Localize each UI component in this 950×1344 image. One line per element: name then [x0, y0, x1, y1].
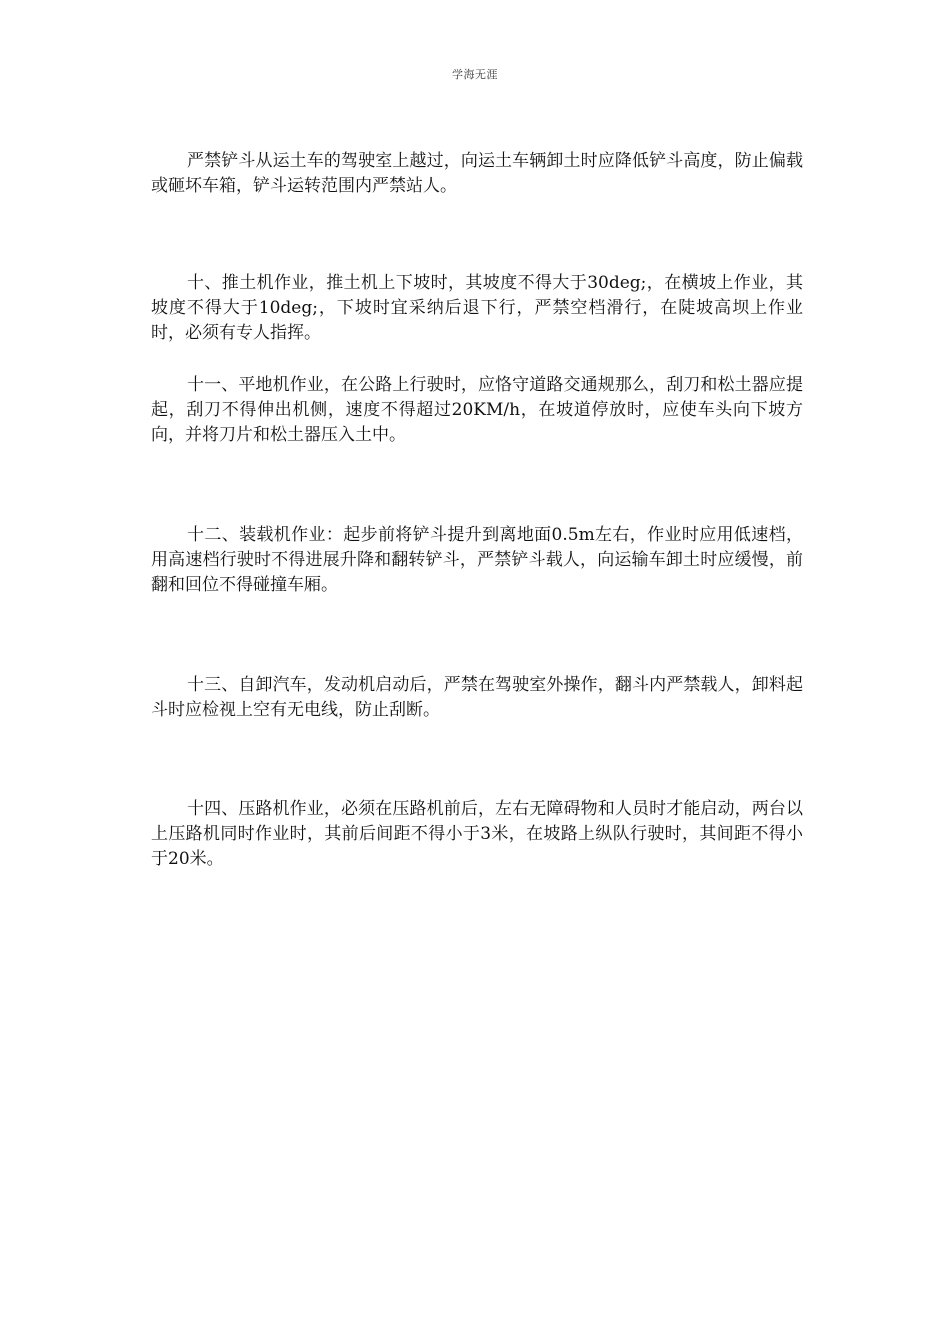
paragraph-road-roller: 十四、压路机作业，必须在压路机前后，左右无障碍物和人员时才能启动，两台以上压路机同时作业时，其前后间距不得小于3米，在坡路上纵队行驶时，其间距不得小于20米。	[151, 799, 803, 869]
page-header: 学海无涯	[452, 68, 498, 81]
paragraph-excavator-loading: 严禁铲斗从运土车的驾驶室上越过，向运土车辆卸土时应降低铲斗高度，防止偏载或砸坏车箱，铲斗运转范围内严禁站人。	[151, 151, 803, 196]
paragraph-loader: 十二、装载机作业：起步前将铲斗提升到离地面0.5m左右，作业时应用低速档，用高速档行驶时不得进展升降和翻转铲斗，严禁铲斗载人，向运输车卸土时应缓慢，前翻和回位不得碰撞车厢。	[151, 525, 803, 595]
paragraph-bulldozer: 十、推土机作业，推土机上下坡时，其坡度不得大于30deg;，在横坡上作业，其坡度不得大于10deg;，下坡时宜采纳后退下行，严禁空档滑行，在陡坡高坝上作业时，必须有专人指挥。	[151, 273, 803, 343]
paragraph-grader: 十一、平地机作业，在公路上行驶时，应恪守道路交通规那么，刮刀和松土器应提起，刮刀不得伸出机侧，速度不得超过20KM/h，在坡道停放时，应使车头向下坡方向，并将刀片和松土器压入土中。	[151, 375, 803, 445]
paragraph-dump-truck: 十三、自卸汽车，发动机启动后，严禁在驾驶室外操作，翻斗内严禁载人，卸料起斗时应检视上空有无电线，防止刮断。	[151, 675, 803, 720]
